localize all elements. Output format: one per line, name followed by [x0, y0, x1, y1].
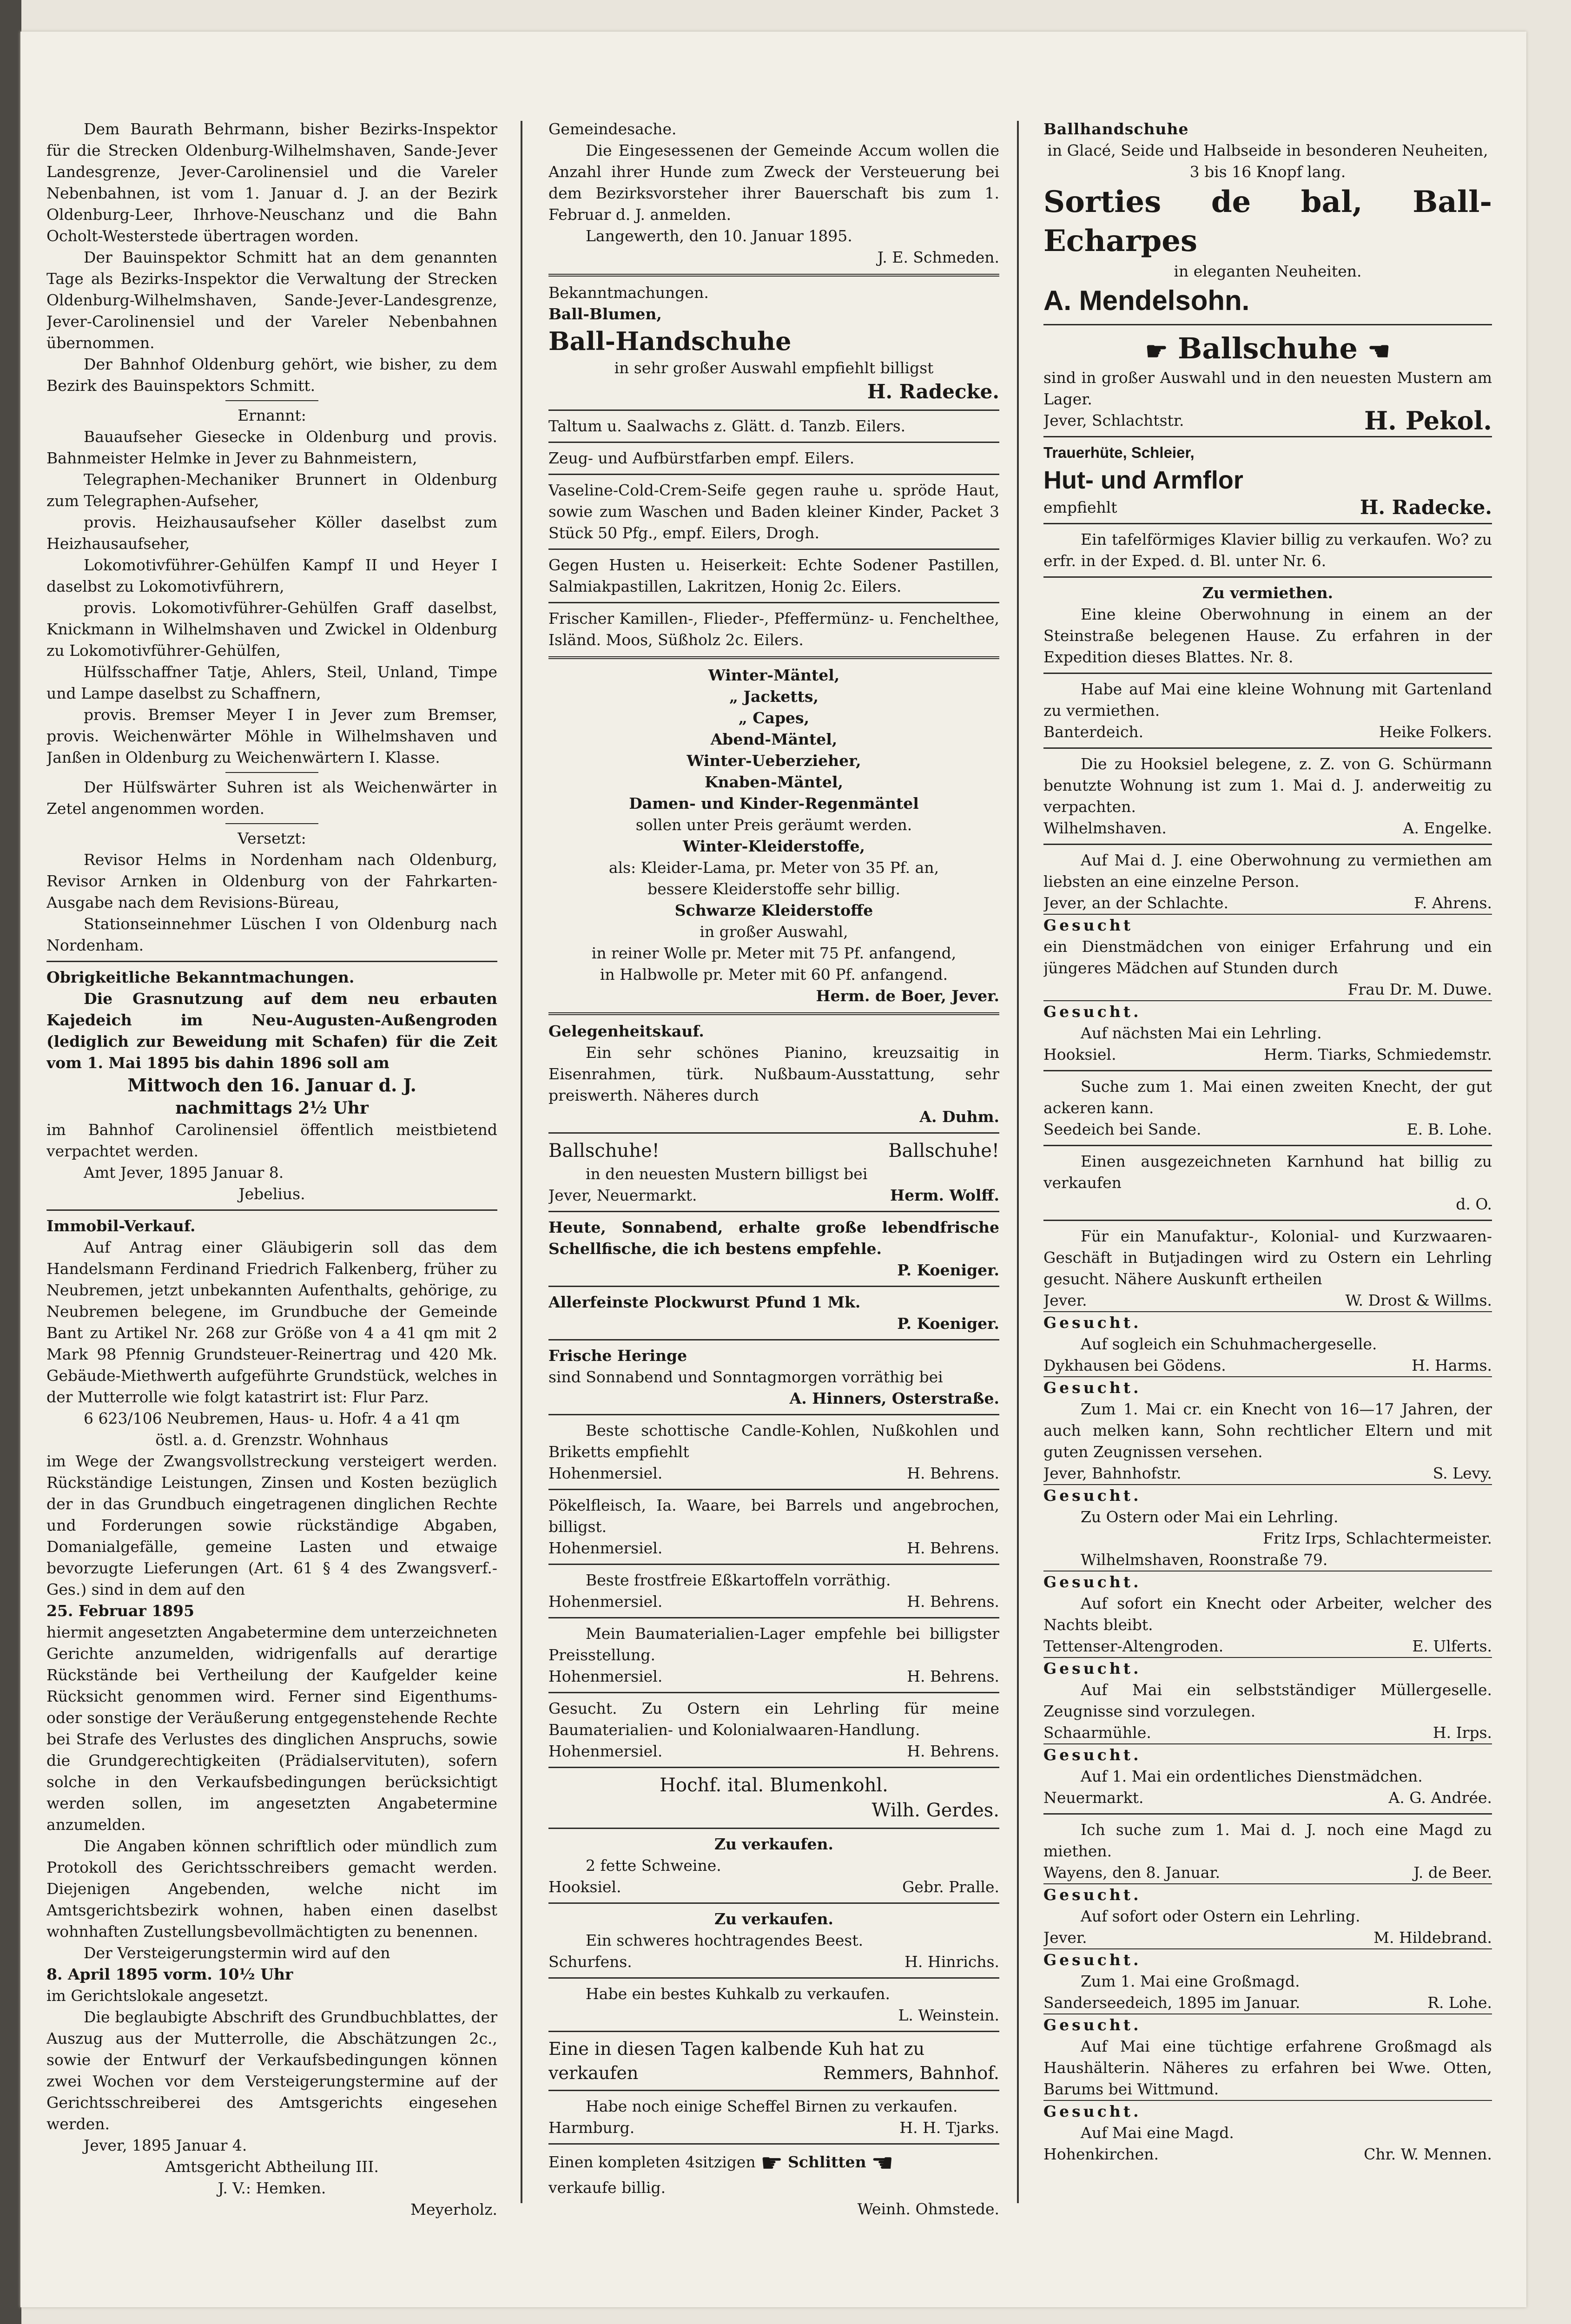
ad-signature: H. Hinrichs. [904, 1953, 999, 1971]
ad-text: Beste schottische Candle-Kohlen, Nußkohlen und Briketts empfiehlt [548, 1421, 999, 1461]
ad-signature: A. G. Andrée. [1388, 1789, 1492, 1807]
ad-signature: Seedeich bei Sande. [1043, 1120, 1201, 1138]
ad-text: Auf 1. Mai ein ordentliches Dienstmädchen. [1081, 1767, 1423, 1785]
ad-signature: Jever, Neuermarkt. [548, 1186, 697, 1204]
ad-signature: H. Radecke. [867, 380, 999, 403]
notice-text: Der Hülfswärter Suhren ist als Weichenwärter in Zetel angenommen worden. [46, 778, 497, 818]
ad-signature: J. de Beer. [1413, 1863, 1492, 1882]
divider [1043, 747, 1492, 749]
ad-heading: Gesucht. [1043, 1311, 1492, 1334]
notice-text: Auf Antrag einer Gläubigerin soll das dem Handelsmann Ferdinand Friedrich Falkenberg, früher zu Neubremen, jetzt unbekannten Aufenthalts, gehörige, zu Neubremen belegene, im Grundbuche der Gemeinde Bant zu Artikel Nr. 268 zur Größe von 4 a 41 qm mit 2 Mark 98 Pfennig Grundsteuer-Reinertrag und 420 Mk. Gebäude-Miethwerth aufgeführte Grundstück, welches in der Mutterrolle wie folgt katastrirt ist: Flur Parz. [46, 1238, 497, 1406]
ad-headline: Ball-Handschuhe [548, 326, 792, 356]
section-heading: Obrigkeitliche Bekanntmachungen. [46, 968, 355, 986]
ad-signature: Fritz Irps, Schlachtermeister. [1263, 1529, 1492, 1547]
ad-signature: Hohenmersiel. [548, 1539, 663, 1557]
ad-heading: Gesucht. [1043, 1883, 1492, 1906]
divider [548, 1977, 999, 1979]
notice-text: provis. Bremser Meyer I in Jever zum Bremser, provis. Weichenwärter Möhle in Wilhelmshaven und Janßen in Oldenburg zu Weichenwärtern I. Klasse. [46, 706, 497, 766]
ad-text: Habe noch einige Scheffel Birnen zu verkaufen. [586, 2097, 958, 2115]
ad-signature: H. Behrens. [907, 1667, 999, 1685]
notice-text: Lokomotivführer-Gehülfen Kampf II und Heyer I daselbst zu Lokomotivführern, [46, 556, 497, 595]
ad-signature: P. Koeniger. [897, 1261, 999, 1279]
divider [548, 409, 999, 411]
ad-signature: W. Drost & Willms. [1345, 1291, 1492, 1309]
notice-signature: J. V.: Hemken. [218, 2179, 326, 2197]
divider [548, 2090, 999, 2091]
ad-signature: Jever, Bahnhofstr. [1043, 1464, 1182, 1482]
section-label: Ernannt: [238, 406, 306, 424]
ad-signature: Hooksiel. [548, 1878, 621, 1896]
ad-text: in eleganten Neuheiten. [1174, 262, 1362, 280]
ad-signature: Herm. Wolff. [890, 1186, 999, 1204]
divider [46, 1209, 497, 1211]
ad-text: Schwarze Kleiderstoffe [674, 901, 873, 919]
section-heading: Bekanntmachungen. [548, 284, 709, 302]
ad-signature: Schaarmühle. [1043, 1723, 1151, 1742]
section-heading: Immobil-Verkauf. [46, 1217, 196, 1235]
ad-text: ein Dienstmädchen von einiger Erfahrung und ein jüngeres Mädchen auf Stunden durch [1043, 938, 1492, 977]
ad-signature: Hohenkirchen. [1043, 2145, 1159, 2163]
ad-signature: H. Behrens. [907, 1592, 999, 1611]
ad-signature: Weinh. Ohmstede. [857, 2200, 999, 2218]
section-label: Versetzt: [238, 829, 306, 847]
divider [548, 1414, 999, 1415]
divider [548, 1564, 999, 1565]
notice-text: Die Eingesessenen der Gemeinde Accum wollen die Anzahl ihrer Hunde zum Zweck der Versteuerung bei dem Bezirksvorsteher ihrer Bauerschaft bis zum 1. Februar d. J. anmelden. [548, 141, 999, 224]
ad-text: sind in großer Auswahl und in den neuesten Mustern am Lager. [1043, 369, 1492, 408]
notice-text: Bauaufseher Giesecke in Oldenburg und provis. Bahnmeister Helmke in Jever zu Bahnmeistern, [46, 428, 497, 467]
ad-signature: Hooksiel. [1043, 1045, 1116, 1063]
divider [548, 1767, 999, 1768]
ad-signature: A. Mendelsohn. [1043, 285, 1250, 316]
ad-signature: Jever. [1043, 1291, 1087, 1309]
divider [548, 1012, 999, 1015]
divider [548, 1828, 999, 1829]
ad-headline: Frische Heringe [548, 1347, 687, 1365]
ad-text: Ich suche zum 1. Mai d. J. noch eine Magd zu miethen. [1043, 1821, 1492, 1860]
notice-text: Telegraphen-Mechaniker Brunnert in Oldenburg zum Telegraphen-Aufseher, [46, 470, 497, 510]
ad-text: Auf sofort ein Knecht oder Arbeiter, welcher des Nachts bleibt. [1043, 1594, 1492, 1634]
ad-heading: Gesucht. [1043, 2014, 1492, 2036]
ad-signature: Wilhelmshaven. [1043, 819, 1167, 837]
divider [548, 442, 999, 443]
ad-signature: d. O. [1456, 1195, 1492, 1213]
ad-heading: Gesucht [1043, 914, 1492, 936]
ad-text: Für ein Manufaktur-, Kolonial- und Kurzwaaren-Geschäft in Butjadingen wird zu Ostern ein Lehrling gesucht. Nähere Auskunft ertheilen [1043, 1227, 1492, 1288]
ad-text: Auf sofort oder Ostern ein Lehrling. [1081, 1907, 1360, 1925]
ad-signature: Neuermarkt. [1043, 1789, 1144, 1807]
divider [1043, 1220, 1492, 1221]
ad-signature: H. Irps. [1432, 1723, 1492, 1742]
notice-text: 6 623/106 Neubremen, Haus- u. Hofr. 4 a 41 qm [84, 1409, 460, 1427]
ad-signature: H. H. Tjarks. [899, 2119, 999, 2137]
ad-text: Pökelfleisch, Ia. Waare, bei Barrels und angebrochen, billigst. [548, 1496, 999, 1536]
notice-signature: Meyerholz. [410, 2200, 497, 2218]
ad-signature: H. Pekol. [1364, 406, 1492, 436]
ad-text: Auf Mai ein selbstständiger Müllergeselle. Zeugnisse sind vorzulegen. [1043, 1681, 1492, 1720]
ad-heading: Gesucht. [1043, 1657, 1492, 1679]
ad-signature: Hohenmersiel. [548, 1464, 663, 1482]
ad-text: Ein tafelförmiges Klavier billig zu verkaufen. Wo? zu erfr. in der Exped. d. Bl. unter Nr. 6. [1043, 530, 1492, 570]
divider [1043, 844, 1492, 845]
ad-text: Habe ein bestes Kuhkalb zu verkaufen. [586, 1985, 890, 2003]
ad-text: verkaufen [548, 2063, 639, 2083]
ad-signature: Hohenmersiel. [548, 1667, 663, 1685]
divider [548, 1489, 999, 1490]
divider [548, 1132, 999, 1134]
notice-text: Revisor Helms in Nordenham nach Oldenburg, Revisor Arnken in Oldenburg von der Fahrkarten-Ausgabe nach dem Revisions-Büreau, [46, 851, 497, 911]
notice-signature: Jebelius. [238, 1185, 305, 1203]
notice-text: Der Bauinspektor Schmitt hat an dem genannten Tage als Bezirks-Inspektor die Verwaltung der Strecken Oldenburg-Wilhelmshaven, Sande-Jever-Landesgrenze, Jever-Carolinensiel und der Vareler Nebenbahnen übernommen. [46, 248, 497, 352]
ad-signature: Herm. de Boer, Jever. [816, 987, 999, 1005]
ad-signature: R. Lohe. [1427, 1994, 1492, 2012]
ad-heading: Gesucht. [1043, 1000, 1492, 1023]
ad-signature: H. Behrens. [907, 1742, 999, 1760]
ad-signature: M. Hildebrand. [1373, 1928, 1492, 1947]
notice-date: 8. April 1895 vorm. 10½ Uhr [46, 1965, 293, 1983]
ad-signature: S. Levy. [1432, 1464, 1492, 1482]
ad-signature: Banterdeich. [1043, 723, 1144, 741]
ad-text: Habe auf Mai eine kleine Wohnung mit Gartenland zu vermiethen. [1043, 680, 1492, 720]
notice-signature: Langewerth, den 10. Januar 1895. [586, 227, 852, 245]
ad-headline: Hut- und Armflor [1043, 466, 1243, 494]
notice-text: hiermit angesetzten Angabetermine dem unterzeichneten Gerichte anzumelden, widrigenfalls auf derartige Rückstände bei Vertheilung der Kaufgelder keine Rücksicht genommen wird. Ferner sind Eigenthums- oder sonstige der Veräußerung entgegenstehende Rechte bei Strafe des Verlustes des dinglichen Anspruchs, sowie die Grundgerechtigkeiten (Prädialservituten), sofern solche in den Verkaufsbedingungen berücksichtigt werden sollen, im angesetzten Angabetermine anzumelden. [46, 1623, 497, 1834]
pointing-hand-icon: ☚ [1367, 336, 1391, 366]
ad-text: Mein Baumaterialien-Lager empfehle bei billigster Preisstellung. [548, 1624, 999, 1664]
ad-headline: Hochf. ital. Blumenkohl. [660, 1775, 888, 1796]
short-rule [225, 823, 318, 824]
ad-heading: Gesucht. [1043, 1571, 1492, 1593]
ad-text: Gegen Husten u. Heiserkeit: Echte Sodener Pastillen, Salmiakpastillen, Lakritzen, Honig 2c. Eilers. [548, 556, 999, 595]
ad-text: bessere Kleiderstoffe sehr billig. [647, 880, 901, 898]
book-spine [0, 0, 21, 2324]
ad-signature: Wilhelmshaven, Roonstraße 79. [1081, 1551, 1328, 1569]
ad-text: Einen ausgezeichneten Karnhund hat billig zu verkaufen [1043, 1152, 1492, 1192]
ad-signature: Sanderseedeich, 1895 im Januar. [1043, 1994, 1300, 2012]
notice-date: Mittwoch den 16. Januar d. J. [127, 1075, 416, 1096]
ad-heading: Gesucht. [1043, 1948, 1492, 1971]
divider [548, 2143, 999, 2145]
ad-text: in sehr großer Auswahl empfiehlt billigst [614, 359, 934, 377]
column-rule [1017, 121, 1019, 2203]
column-right [1043, 119, 1492, 2238]
ad-signature: Harmburg. [548, 2119, 635, 2137]
ad-text: Auf sogleich ein Schuhmachergeselle. [1081, 1335, 1377, 1353]
notice-date: 25. Februar 1895 [46, 1602, 195, 1620]
ad-text: Ein sehr schönes Pianino, kreuzsaitig in Eisenrahmen, türk. Nußbaum-Ausstattung, sehr preiswerth. Näheres durch [548, 1043, 999, 1104]
ad-signature: A. Duhm. [919, 1108, 999, 1126]
ad-text: in Halbwolle pr. Meter mit 60 Pf. anfangend. [600, 965, 948, 984]
divider [1043, 523, 1492, 524]
divider [548, 1286, 999, 1287]
ad-signature: Hohenmersiel. [548, 1742, 663, 1760]
ad-text: Frischer Kamillen-, Flieder-, Pfeffermünz- u. Fenchelthee, Isländ. Moos, Süßholz 2c. Eilers. [548, 609, 999, 649]
notice-text: Hülfsschaffner Tatje, Ahlers, Steil, Unland, Timpe und Lampe daselbst zu Schaffnern, [46, 663, 497, 702]
ad-signature: L. Weinstein. [898, 2006, 999, 2024]
ad-headline: Trauerhüte, Schleier, [1043, 444, 1195, 461]
notice-text: im Gerichtslokale angesetzt. [46, 1987, 269, 2005]
ad-signature: Jever, Schlachtstr. [1043, 411, 1184, 429]
ad-signature: A. Hinners, Osterstraße. [789, 1389, 999, 1407]
ad-signature: Schurfens. [548, 1953, 632, 1971]
notice-signature: J. E. Schmeden. [877, 248, 999, 266]
ad-text: Schlitten [788, 2153, 866, 2171]
ad-heading: Zu verkaufen. [714, 1910, 834, 1928]
short-rule [225, 772, 318, 773]
ad-text: Damen- und Kinder-Regenmäntel [629, 794, 919, 812]
ad-text: „ Capes, [738, 709, 810, 727]
divider [548, 1902, 999, 1904]
ad-signature: Hohenmersiel. [548, 1592, 663, 1611]
ad-text: Gesucht. Zu Ostern ein Lehrling für meine Baumaterialien- und Kolonialwaaren-Handlung. [548, 1699, 999, 1739]
ad-signature: Tettenser-Altengroden. [1043, 1637, 1224, 1655]
ad-text: Auf Mai eine Magd. [1081, 2124, 1234, 2142]
divider [548, 474, 999, 475]
notice-text: Die Grasnutzung auf dem neu erbauten Kajedeich im Neu-Augusten-Außengroden (lediglich zur Beweidung mit Schafen) für die Zeit vom 1. Mai 1895 bis dahin 1896 soll am [46, 990, 497, 1072]
ad-text: „ Jacketts, [729, 687, 819, 706]
ad-text: Einen kompleten 4sitzigen [548, 2153, 756, 2171]
ad-text: Knaben-Mäntel, [705, 773, 843, 791]
ad-text: Winter-Kleiderstoffe, [683, 837, 865, 855]
ad-signature: E. B. Lohe. [1406, 1120, 1492, 1138]
notice-text: Die Angaben können schriftlich oder mündlich zum Protokoll des Gerichtsschreibers gemacht werden. Diejenigen Angebenden, welche nicht im Amtsgerichtsbezirk wohnen, haben einen daselbst wohnhaften Zustellungsbevollmächtigten zu benennen. [46, 1837, 497, 1941]
column-rule [521, 121, 522, 2203]
notice-text: Stationseinnehmer Lüschen I von Oldenburg nach Nordenham. [46, 915, 497, 954]
notice-signature: Amtsgericht Abtheilung III. [165, 2158, 379, 2176]
ad-headline: Ballhandschuhe [1043, 120, 1189, 138]
column-left [46, 119, 497, 2238]
section-heading: Gemeindesache. [548, 120, 677, 138]
ad-text: Zu Ostern oder Mai ein Lehrling. [1081, 1508, 1339, 1526]
pointing-hand-icon: ☛ [760, 2148, 783, 2178]
notice-text: östl. a. d. Grenzstr. Wohnhaus [155, 1431, 389, 1449]
ad-signature: Remmers, Bahnhof. [823, 2063, 999, 2083]
pointing-hand-icon: ☛ [1145, 336, 1168, 366]
ad-text: Allerfeinste Plockwurst Pfund 1 Mk. [548, 1293, 861, 1311]
divider [46, 961, 497, 962]
ad-signature: Wayens, den 8. Januar. [1043, 1863, 1221, 1882]
divider [1043, 1813, 1492, 1815]
divider [1043, 673, 1492, 674]
ad-signature: F. Ahrens. [1414, 894, 1492, 912]
notice-text: Der Versteigerungstermin wird auf den [84, 1944, 390, 1962]
column-middle [548, 119, 999, 2238]
ad-headline: Sorties de bal, Ball-Echarpes [1043, 185, 1492, 258]
ad-text: in reiner Wolle pr. Meter mit 75 Pf. anfangend, [591, 944, 957, 962]
ad-text: Ein schweres hochtragendes Beest. [586, 1931, 864, 1949]
notice-text: Die beglaubigte Abschrift des Grundbuchblattes, der Auszug aus der Mutterrolle, die Abschätzungen 2c., sowie der Entwurf der Verkaufsbedingungen können zwei Wochen vor dem Versteigerungstermine auf der Gerichtsschreiberei des Amtsgerichts eingesehen werden. [46, 2008, 497, 2133]
divider [548, 656, 999, 659]
ad-heading: Zu vermiethen. [1202, 584, 1333, 602]
ad-heading: Gesucht. [1043, 1484, 1492, 1506]
notice-text: provis. Lokomotivführer-Gehülfen Graff daselbst, Knickmann in Wilhelmshaven und Zwickel in Oldenburg zu Lokomotivführer-Gehülfen, [46, 599, 497, 660]
notice-text: im Wege der Zwangsvollstreckung versteigert werden. Rückständige Leistungen, Zinsen und Kosten bezüglich der in das Grundbuch eingetragenen dinglichen Rechte und Forderungen sowie rückständige Abgaben, Domanialgefälle, gemeine Lasten und etwaige bevorzugte Lieferungen (Art. 61 § 4 des Zwangsverf.-Ges.) sind in dem auf den [46, 1452, 497, 1598]
ad-heading: Gesucht. [1043, 1743, 1492, 1766]
divider [548, 548, 999, 550]
ad-headline: Ballschuhe [1177, 331, 1358, 365]
ad-text: Zum 1. Mai eine Großmagd. [1081, 1972, 1300, 1990]
ad-text: als: Kleider-Lama, pr. Meter von 35 Pf. an, [608, 858, 939, 877]
ad-text: sind Sonnabend und Sonntagmorgen vorräthig bei [548, 1368, 943, 1386]
notice-text: provis. Heizhausaufseher Köller daselbst zum Heizhausaufseher, [46, 513, 497, 553]
ad-signature: Frau Dr. M. Duwe. [1347, 980, 1492, 998]
divider [548, 1211, 999, 1212]
divider [1043, 576, 1492, 578]
notice-signature: Amt Jever, 1895 Januar 8. [84, 1163, 284, 1182]
divider [548, 1617, 999, 1618]
ad-headline: Eine in diesen Tagen kalbende Kuh hat zu [548, 2039, 925, 2059]
ad-text: Auf Mai eine tüchtige erfahrene Großmagd als Haushälterin. Näheres zu erfahren bei Wwe. Otten, Barums bei Wittmund. [1043, 2037, 1492, 2098]
short-rule [225, 400, 318, 401]
ad-text: in den neuesten Mustern billigst bei [586, 1165, 868, 1183]
divider [548, 602, 999, 603]
ad-heading: Gesucht. [1043, 1376, 1492, 1399]
ad-headline: Ballschuhe! [888, 1140, 999, 1162]
ad-signature: Jever, an der Schlachte. [1043, 894, 1228, 912]
ad-headline: Ball-Blumen, [548, 305, 662, 323]
divider [548, 274, 999, 277]
ad-text: Auf nächsten Mai ein Lehrling. [1081, 1024, 1322, 1042]
ad-text: sollen unter Preis geräumt werden. [635, 816, 912, 834]
ad-signature: H. Radecke. [1360, 496, 1492, 519]
ad-signature: Herm. Tiarks, Schmiedemstr. [1264, 1045, 1492, 1063]
ad-text: Suche zum 1. Mai einen zweiten Knecht, der gut ackeren kann. [1043, 1077, 1492, 1117]
ad-text: Abend-Mäntel, [710, 730, 838, 748]
ad-text: Zum 1. Mai cr. ein Knecht von 16—17 Jahren, der auch melken kann, Sohn rechtlicher Eltern und mit guten Zeugnissen versehen. [1043, 1400, 1492, 1461]
ad-text: Winter-Mäntel, [708, 666, 840, 684]
ad-signature: Chr. W. Mennen. [1364, 2145, 1492, 2163]
ad-text: Vaseline-Cold-Crem-Seife gegen rauhe u. spröde Haut, sowie zum Waschen und Baden kleiner Kinder, Packet 3 Stück 50 Pfg., empf. Eilers, Drogh. [548, 481, 999, 542]
ad-text: Eine kleine Oberwohnung in einem an der Steinstraße belegenen Hause. Zu erfahren in der Expedition dieses Blattes. Nr. 8. [1043, 605, 1492, 666]
divider [1043, 1145, 1492, 1146]
divider [548, 2031, 999, 2032]
ad-text: in Glacé, Seide und Halbseide in besonderen Neuheiten, 3 bis 16 Knopf lang. [1047, 141, 1488, 181]
ad-signature: E. Ulferts. [1412, 1637, 1492, 1655]
ad-headline: Ballschuhe! [548, 1140, 660, 1162]
divider [1043, 436, 1492, 437]
ad-signature: Dykhausen bei Gödens. [1043, 1356, 1226, 1374]
notice-time: nachmittags 2½ Uhr [175, 1098, 369, 1118]
ad-headline: Gelegenheitskauf. [548, 1022, 704, 1040]
divider [548, 1692, 999, 1693]
divider [548, 1339, 999, 1340]
ad-signature: Jever. [1043, 1928, 1087, 1947]
ad-signature: P. Koeniger. [897, 1314, 999, 1333]
notice-text: im Bahnhof Carolinensiel öffentlich meistbietend verpachtet werden. [46, 1121, 497, 1160]
ad-signature: Wilh. Gerdes. [871, 1800, 999, 1821]
notice-text: Der Bahnhof Oldenburg gehört, wie bisher, zu dem Bezirk des Bauinspektors Schmitt. [46, 355, 497, 395]
ad-signature: H. Harms. [1412, 1356, 1492, 1374]
ad-text: 2 fette Schweine. [586, 1856, 721, 1875]
ad-heading: Zu verkaufen. [714, 1835, 834, 1853]
pointing-hand-icon: ☚ [871, 2148, 894, 2178]
ad-heading: Gesucht. [1043, 2100, 1492, 2122]
ad-text: Auf Mai d. J. eine Oberwohnung zu vermiethen am liebsten an eine einzelne Person. [1043, 851, 1492, 891]
ad-signature: H. Behrens. [907, 1539, 999, 1557]
ad-text: verkaufe billig. [548, 2179, 666, 2197]
divider [1043, 1070, 1492, 1071]
notice-signature: Jever, 1895 Januar 4. [84, 2136, 247, 2154]
ad-text: Heute, Sonnabend, erhalte große lebendfrische Schellfische, die ich bestens empfehle. [548, 1218, 999, 1258]
ad-text: in großer Auswahl, [700, 923, 848, 941]
ad-text: Zeug- und Aufbürstfarben empf. Eilers. [548, 449, 855, 467]
divider [1043, 324, 1492, 325]
ad-text: Taltum u. Saalwachs z. Glätt. d. Tanzb. Eilers. [548, 417, 906, 435]
ad-text: Winter-Ueberzieher, [686, 752, 861, 770]
ad-text: Die zu Hooksiel belegene, z. Z. von G. Schürmann benutzte Wohnung ist zum 1. Mai d. J. anderweitig zu verpachten. [1043, 755, 1492, 816]
ad-signature: Gebr. Pralle. [902, 1878, 999, 1896]
ad-signature: H. Behrens. [907, 1464, 999, 1482]
ad-text: empfiehlt [1043, 498, 1117, 516]
ad-text: Beste frostfreie Eßkartoffeln vorräthig. [586, 1571, 891, 1589]
ad-signature: A. Engelke. [1403, 819, 1492, 837]
ad-signature: Heike Folkers. [1379, 723, 1492, 741]
notice-text: Dem Baurath Behrmann, bisher Bezirks-Inspektor für die Strecken Oldenburg-Wilhelmshaven, Sande-Jever Landesgrenze, Jever-Carolinensiel und die Vareler Nebenbahnen, ist vom 1. Januar d. J. an der Bezirk Oldenburg-Leer, Ihrhove-Neuschanz und die Bahn Ocholt-Westerstede übertragen worden. [46, 120, 497, 245]
